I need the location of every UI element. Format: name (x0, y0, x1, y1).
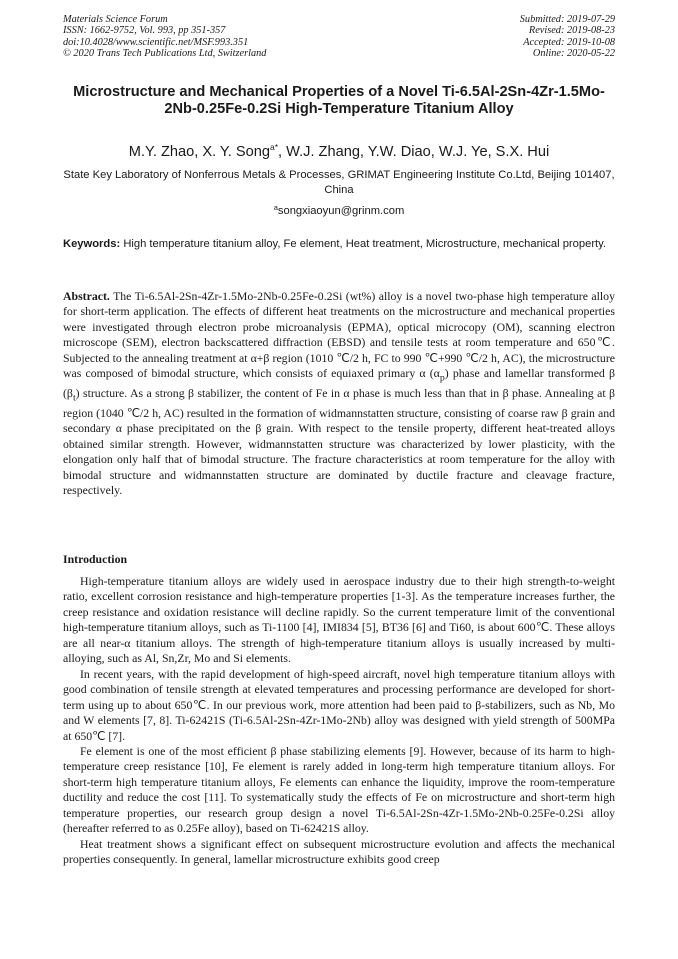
date-submitted: Submitted: 2019-07-29 (519, 14, 615, 25)
introduction-body (63, 574, 615, 868)
abstract-subscript-t: t (72, 392, 76, 404)
keywords-text: High temperature titanium alloy, Fe element, Heat treatment, Microstructure, mechanical property. (123, 238, 607, 250)
keywords (63, 237, 615, 252)
abstract-text-part-2: ) phase and lamellar transformed β (β (63, 366, 615, 401)
intro-paragraph: Fe element is one of the most efficient β phase stabilizing elements [9]. However, because of its harm to high-temperature creep resistance [10], Fe element is rarely added in long-term high temperature titanium alloys. For short-term high temperature titanium alloys, Fe elements can enhance the liquidity, improve the room-temperature ductility and reduce the cost [11]. To systematically study the effects of Fe on microstructure and short-term high temperature properties, our research group design a novel Ti-6.5Al-2Sn-4Zr-1.5Mo-2Nb-0.25Fe-0.2Si alloy (hereafter referred to as 0.25Fe alloy), based on Ti-62421S alloy. (63, 743, 615, 836)
authors-before: M.Y. Zhao, X. Y. Song (128, 144, 270, 160)
abstract (63, 289, 615, 499)
keywords-label: Keywords: (63, 238, 121, 250)
journal-header-right (520, 14, 615, 60)
journal-doi: doi:10.4028/www.scientific.net/MSF.993.351 (63, 36, 249, 48)
journal-name: Materials Science Forum (63, 14, 168, 25)
journal-copyright: © 2020 Trans Tech Publications Ltd, Switzerland (63, 48, 267, 60)
abstract-subscript-p: p (439, 372, 445, 384)
date-accepted: Accepted: 2019-10-08 (523, 36, 615, 48)
intro-paragraph: High-temperature titanium alloys are widely used in aerospace industry due to their high strength-to-weight ratio, excellent corrosion resistance and high-temperature properties [1-3]. As the temperature increases further, the creep resistance and oxidation resistance will decline rapidly. So the current temperature limit of the conventional high-temperature titanium alloys, such as Ti-1100 [4], IMI834 [5], BT36 [6] and Ti60, is about 600℃. These alloys are all near-α titanium alloys. The strength of high-temperature titanium alloys is usually increased by multi-alloying, such as Al, Sn,Zr, Mo and Si elements. (63, 574, 615, 666)
email-address: songxiaoyun@grinm.com (277, 205, 405, 217)
intro-paragraph: Heat treatment shows a significant effect on subsequent microstructure evolution and affects the mechanical properties consequently. In general, lamellar microstructure exhibits good creep (63, 836, 615, 867)
journal-issn: ISSN: 1662-9752, Vol. 993, pp 351-357 (63, 25, 226, 37)
abstract-text-part-1: The Ti-6.5Al-2Sn-4Zr-1.5Mo-2Nb-0.25Fe-0.2Si (wt%) alloy is a novel two-phase high temperature alloy for short-term application. The effects of different heat treatments on the microstructure and mechanical properties were investigated through electron probe microanalysis (EPMA), optical microcopy (OM), scanning electron microscope (SEM), electron backscattered diffraction (EBSD) and tensile tests at room temperature and 650℃. Subjected to the annealing treatment at α+β region (1010 ℃/2 h, FC to 990 ℃+990 ℃/2 h, AC), the microstructure was composed of bimodal structure, which consists of equiaxed primary α (α (63, 289, 615, 381)
date-online: Online: 2020-05-22 (532, 48, 615, 60)
date-revised: Revised: 2019-08-23 (528, 25, 615, 37)
journal-header-left (63, 14, 266, 60)
abstract-text-part-3: ) structure. As a strong β stabilizer, the content of Fe in α phase is much less than that in β phase. Annealing at β region (1040 ℃/2 h, AC) resulted in the formation of widmannstatten structure, consisting of coarse raw β grain and secondary α phase precipitated on the β grain. With respect to the tensile property, different heat-treated alloys obtained similar strength. However, widmannstatten structure was characterized by lower plasticity, with the elongation only half that of bimodal structure. The fracture characteristics at room temperature for the alloy with bimodal structure and widmannstatten structure are dominated by ductile fracture and cleavage fracture, respectively. (63, 386, 615, 498)
introduction-heading: Introduction (63, 552, 128, 566)
paper-title: Microstructure and Mechanical Properties of a Novel Ti-6.5Al-2Sn-4Zr-1.5Mo-2Nb-0.25Fe-0.2Si High-Temperature Titanium Alloy (73, 84, 605, 117)
email-line (60, 204, 618, 218)
abstract-label: Abstract. (63, 289, 110, 303)
email-superscript: a (273, 203, 278, 212)
author-list (60, 144, 618, 161)
intro-paragraph: In recent years, with the rapid development of high-speed aircraft, novel high temperature titanium alloys with good combination of tensile strength at elevated temperatures and processing performance are developed for short-term using up to about 650℃. In our previous work, more attention had been paid to β-stabilizers, such as Nb, Mo and W elements [7, 8]. Ti-62421S (Ti-6.5Al-2Sn-4Zr-1Mo-2Nb) alloy was designed with yield strength of 500MPa at 650℃ [7]. (63, 666, 615, 743)
affiliation: State Key Laboratory of Nonferrous Metals & Processes, GRIMAT Engineering Institute Co.Ltd, Beijing 101407, China (63, 169, 615, 196)
author-superscript: a* (269, 142, 279, 152)
authors-after: , W.J. Zhang, Y.W. Diao, W.J. Ye, S.X. Hui (278, 144, 550, 160)
